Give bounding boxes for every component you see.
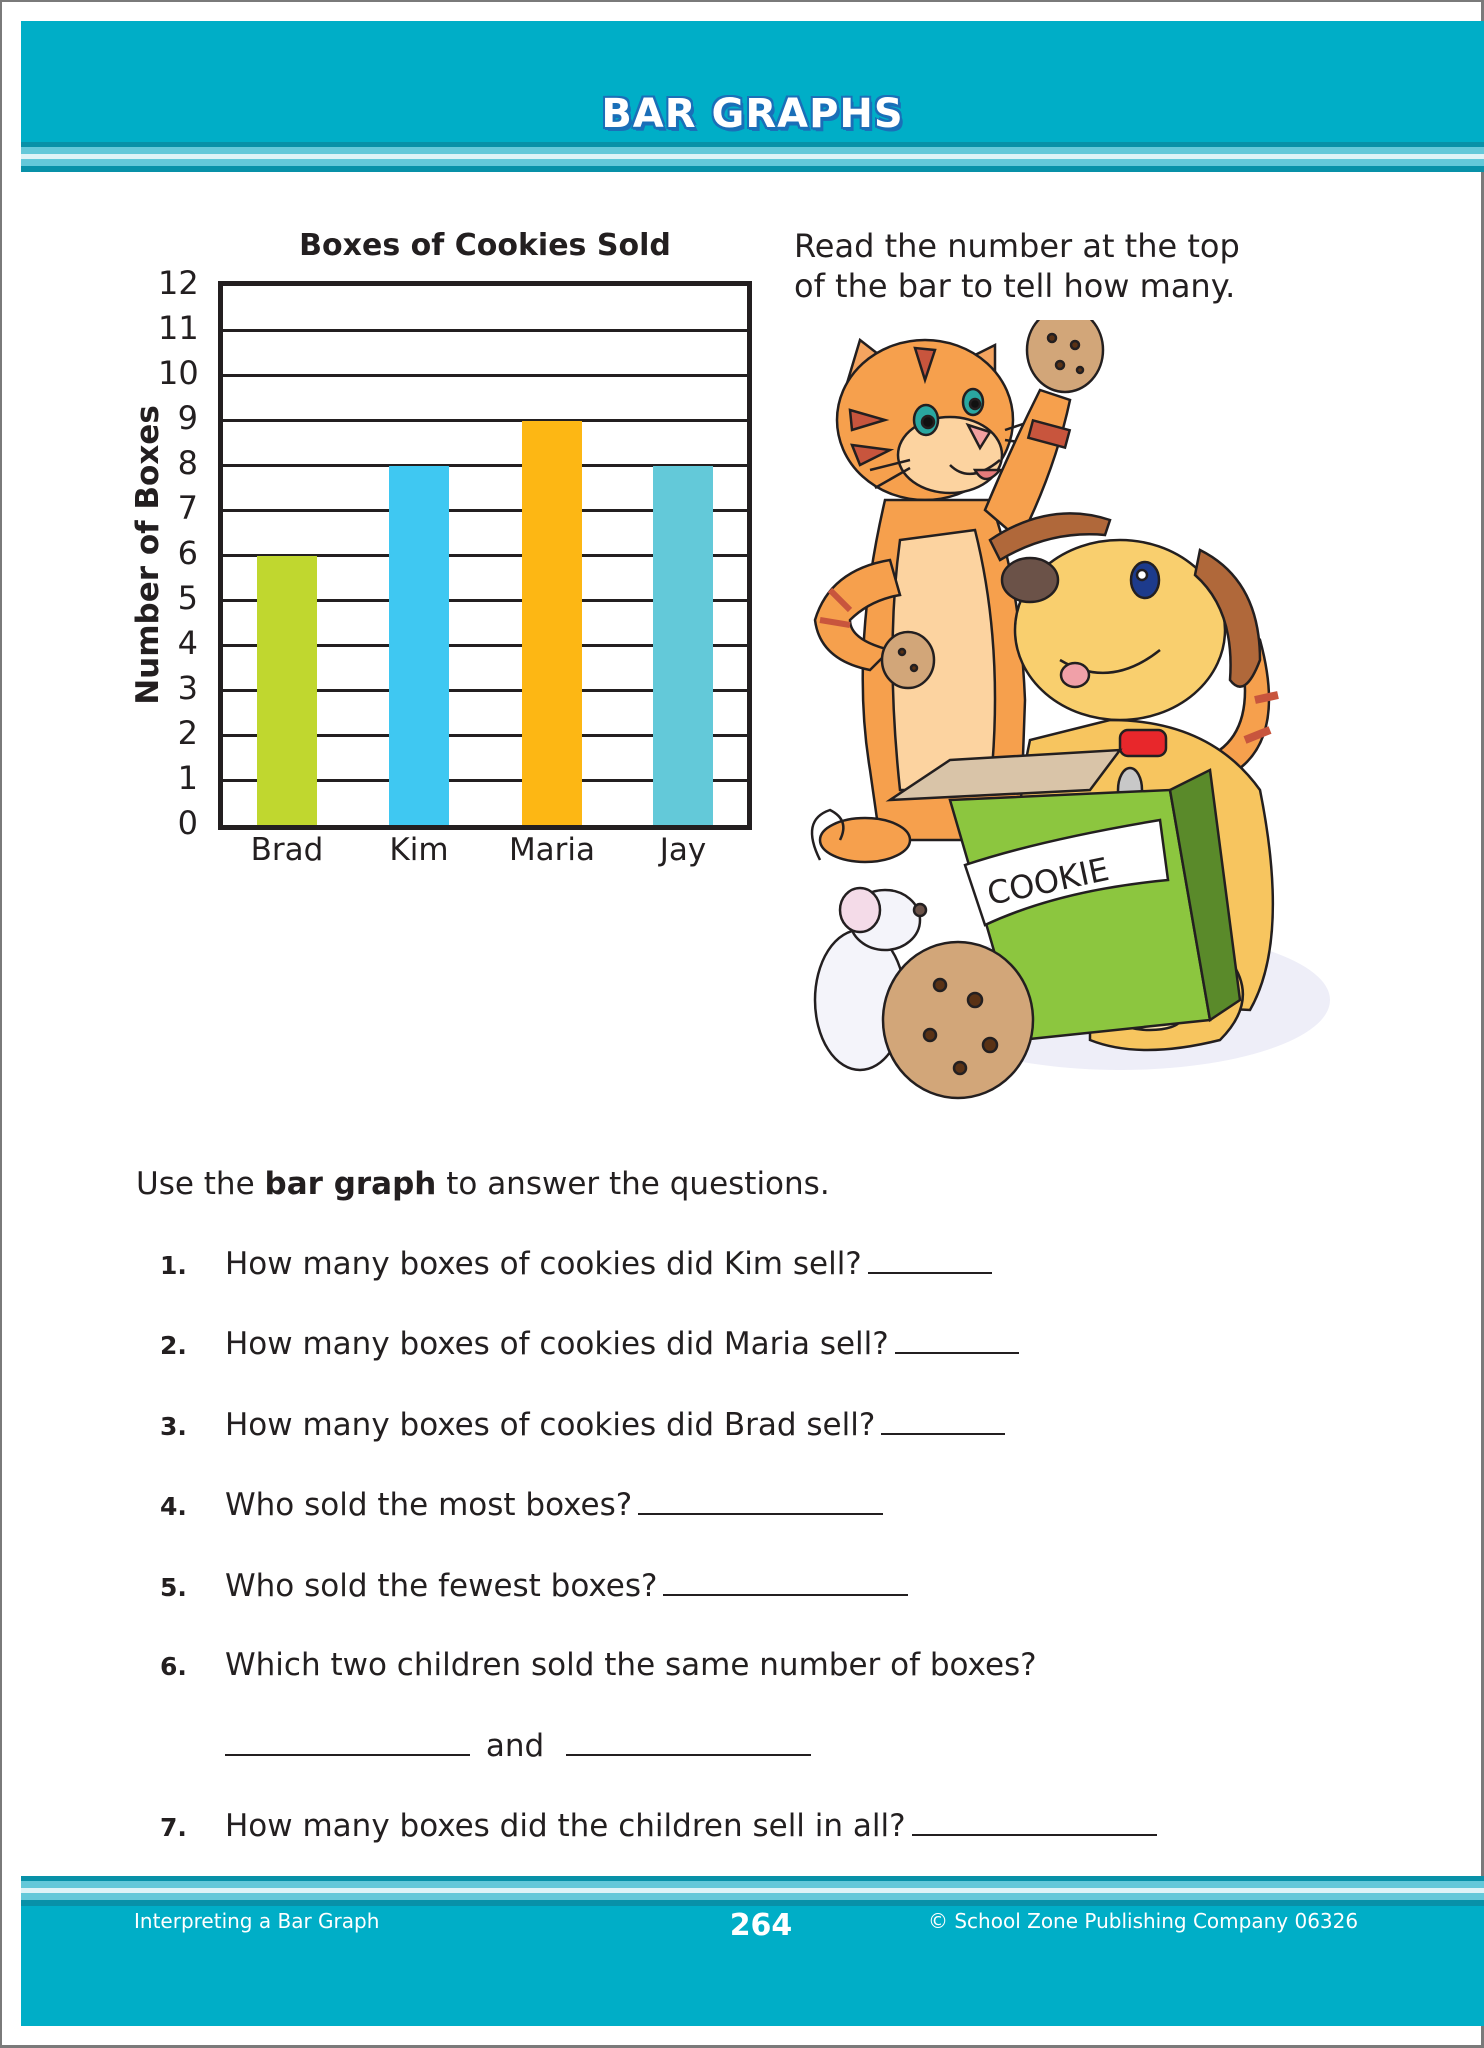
chart-gridline	[223, 329, 747, 332]
answer-blank[interactable]	[912, 1810, 1157, 1836]
chart-y-tick: 4	[177, 624, 198, 662]
answer-blank[interactable]	[895, 1328, 1019, 1354]
question-number: 4.	[160, 1492, 187, 1521]
chart-bar-kim	[389, 466, 449, 825]
header-stripe	[21, 147, 1484, 154]
question-6-connector: and	[485, 1728, 545, 1764]
chart-instruction-line: Read the number at the top	[794, 227, 1240, 265]
chart-y-tick: 3	[177, 669, 198, 707]
chart-x-label: Maria	[508, 832, 596, 868]
question-text: Which two children sold the same number of boxes?	[225, 1647, 1037, 1683]
chart-y-tick: 10	[158, 354, 199, 392]
questions-intro	[136, 1166, 830, 1202]
footer-stripe	[21, 1893, 1484, 1900]
chart-y-tick: 1	[177, 759, 198, 797]
page-number: 264	[729, 1908, 793, 1943]
footer-stripe	[21, 1881, 1484, 1888]
intro-text: to answer the questions.	[436, 1166, 830, 1202]
chart-y-tick: 11	[158, 309, 199, 347]
intro-bold-text: bar graph	[264, 1166, 437, 1202]
header-stripe	[21, 166, 1484, 172]
question-number: 2.	[160, 1331, 187, 1360]
chart-bar-maria	[522, 421, 582, 825]
question-number: 6.	[160, 1652, 187, 1681]
chart-y-tick: 6	[177, 534, 198, 572]
question-2	[160, 1326, 1019, 1362]
answer-blank[interactable]	[225, 1730, 470, 1756]
question-number: 7.	[160, 1813, 187, 1842]
chart-y-tick: 7	[177, 489, 198, 527]
chart-instruction-line: of the bar to tell how many.	[794, 267, 1236, 305]
question-text: How many boxes did the children sell in all?	[225, 1808, 906, 1844]
svg-text:COOKIE: COOKIE	[983, 850, 1113, 913]
answer-blank[interactable]	[663, 1570, 908, 1596]
chart-y-axis-label: Number of Boxes	[130, 405, 166, 705]
chart-gridline	[223, 419, 747, 422]
chart-x-label: Brad	[250, 832, 324, 868]
chart-bar-jay	[653, 466, 713, 825]
bar-chart	[218, 281, 752, 830]
intro-text: Use the	[136, 1166, 265, 1202]
chart-bar-brad	[257, 556, 317, 826]
question-6-answers	[225, 1728, 811, 1764]
question-text: Who sold the fewest boxes?	[225, 1568, 658, 1604]
question-number: 3.	[160, 1412, 187, 1441]
chart-y-tick: 8	[177, 444, 198, 482]
question-text: How many boxes of cookies did Brad sell?	[225, 1407, 876, 1443]
footer-topic: Interpreting a Bar Graph	[134, 1909, 380, 1933]
answer-blank[interactable]	[566, 1730, 811, 1756]
chart-x-label: Jay	[659, 832, 707, 868]
question-3	[160, 1407, 1005, 1443]
question-7	[160, 1808, 1157, 1844]
chart-x-label: Kim	[389, 832, 449, 868]
chart-y-tick: 12	[158, 264, 199, 302]
question-text: Who sold the most boxes?	[225, 1487, 633, 1523]
question-text: How many boxes of cookies did Maria sell?	[225, 1326, 889, 1362]
chart-y-tick: 2	[177, 714, 198, 752]
answer-blank[interactable]	[881, 1409, 1005, 1435]
header-stripe	[21, 159, 1484, 166]
chart-y-tick: 9	[177, 399, 198, 437]
question-5	[160, 1568, 908, 1604]
question-number: 5.	[160, 1573, 187, 1602]
chart-y-tick: 5	[177, 579, 198, 617]
answer-blank[interactable]	[638, 1489, 883, 1515]
chart-gridline	[223, 374, 747, 377]
header-banner	[21, 21, 1484, 172]
footer-copyright: © School Zone Publishing Company 06326	[928, 1909, 1359, 1933]
cat-dog-mouse-cookie-illustration	[790, 320, 1330, 1130]
question-text: How many boxes of cookies did Kim sell?	[225, 1246, 862, 1282]
question-number: 1.	[160, 1251, 187, 1280]
chart-instruction	[794, 226, 1354, 306]
page-title: BAR GRAPHS	[601, 91, 904, 137]
question-4	[160, 1487, 883, 1523]
footer-banner	[21, 1876, 1484, 2026]
question-1	[160, 1246, 992, 1282]
question-6	[160, 1647, 1037, 1683]
chart-title: Boxes of Cookies Sold	[299, 228, 671, 263]
answer-blank[interactable]	[868, 1248, 992, 1274]
chart-y-tick: 0	[177, 804, 198, 842]
